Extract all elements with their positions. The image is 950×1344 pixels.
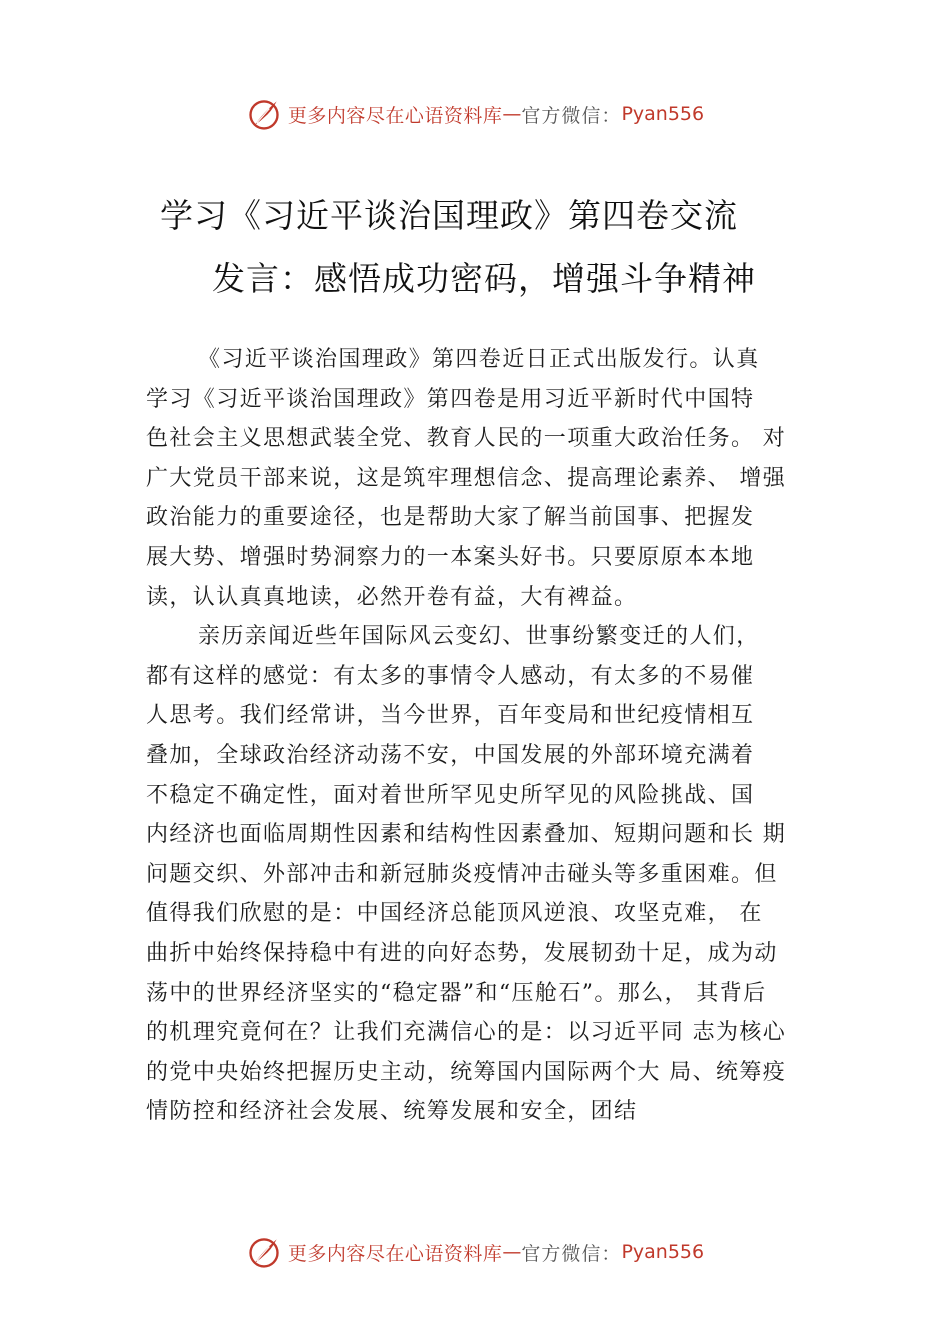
- text-line: 不稳定不确定性，面对着世所罕见史所罕见的风险挑战、国: [146, 782, 755, 808]
- banner-official-label: 官方微信：: [521, 1242, 622, 1265]
- text-line: 情防控和经济社会发展、统筹发展和安全，团结: [146, 1099, 638, 1125]
- text-line: 的机理究竟何在？让我们充满信心的是：以习近平同 志为核心: [146, 1020, 787, 1046]
- text-line: 广大党员干部来说，这是筑牢理想信念、提高理论素养、 增强: [146, 465, 787, 491]
- text-line: 人思考。我们经常讲，当今世界，百年变局和世纪疫情相互: [146, 703, 755, 729]
- text-line: 读，认认真真地读，必然开卷有益，大有裨益。: [146, 584, 638, 610]
- banner-separator: —: [502, 103, 522, 125]
- banner-title: 更多内容尽在心语资料库: [287, 1242, 503, 1265]
- text-line: 政治能力的重要途径，也是帮助大家了解当前国事、把握发: [146, 505, 755, 531]
- paragraph: [146, 340, 832, 617]
- footer-banner: [0, 1232, 950, 1272]
- banner-wechat-id: Pyan556: [621, 103, 705, 125]
- text-line: 荡中的世界经济坚实的“稳定器”和“压舱石”。那么， 其背后: [146, 980, 767, 1006]
- text-line: 曲折中始终保持稳中有进的向好态势，发展韧劲十足，成为动: [146, 940, 778, 966]
- text-line: 亲历亲闻近些年国际风云变幻、世事纷繁变迁的人们，: [198, 624, 760, 650]
- text-line: 学习《习近平谈治国理政》第四卷是用习近平新时代中国特: [146, 386, 755, 412]
- title-line-2: 发言：感悟成功密码，增强斗争精神: [212, 259, 756, 298]
- header-banner: [0, 94, 950, 134]
- text-line: 色社会主义思想武装全党、教育人民的一项重大政治任务。 对: [146, 426, 787, 452]
- banner-separator: —: [502, 1241, 522, 1263]
- text-line: 问题交织、外部冲击和新冠肺炎疫情冲击碰头等多重困难。但: [146, 861, 778, 887]
- text-line: 内经济也面临周期性因素和结构性因素叠加、短期问题和长 期: [146, 822, 787, 848]
- banner-title: 更多内容尽在心语资料库: [287, 104, 503, 127]
- document-title: [0, 184, 950, 310]
- document-body: [146, 340, 832, 1132]
- banner-official-label: 官方微信：: [521, 104, 622, 127]
- quill-logo-icon: [246, 96, 282, 132]
- text-line: 的党中央始终把握历史主动，统筹国内国际两个大 局、统筹疫: [146, 1059, 787, 1085]
- quill-logo-icon: [246, 1234, 282, 1270]
- title-line-1: 学习《习近平谈治国理政》第四卷交流: [160, 196, 738, 235]
- paragraph: [146, 617, 832, 1132]
- text-line: 《习近平谈治国理政》第四卷近日正式出版发行。认真: [198, 347, 760, 372]
- text-line: 展大势、增强时势洞察力的一本案头好书。只要原原本本地: [146, 544, 755, 570]
- text-line: 值得我们欣慰的是：中国经济总能顶风逆浪、攻坚克难， 在: [146, 901, 763, 927]
- banner-wechat-id: Pyan556: [621, 1241, 705, 1263]
- text-line: 都有这样的感觉：有太多的事情令人感动，有太多的不易催: [146, 663, 755, 689]
- text-line: 叠加，全球政治经济动荡不安，中国发展的外部环境充满着: [146, 742, 755, 768]
